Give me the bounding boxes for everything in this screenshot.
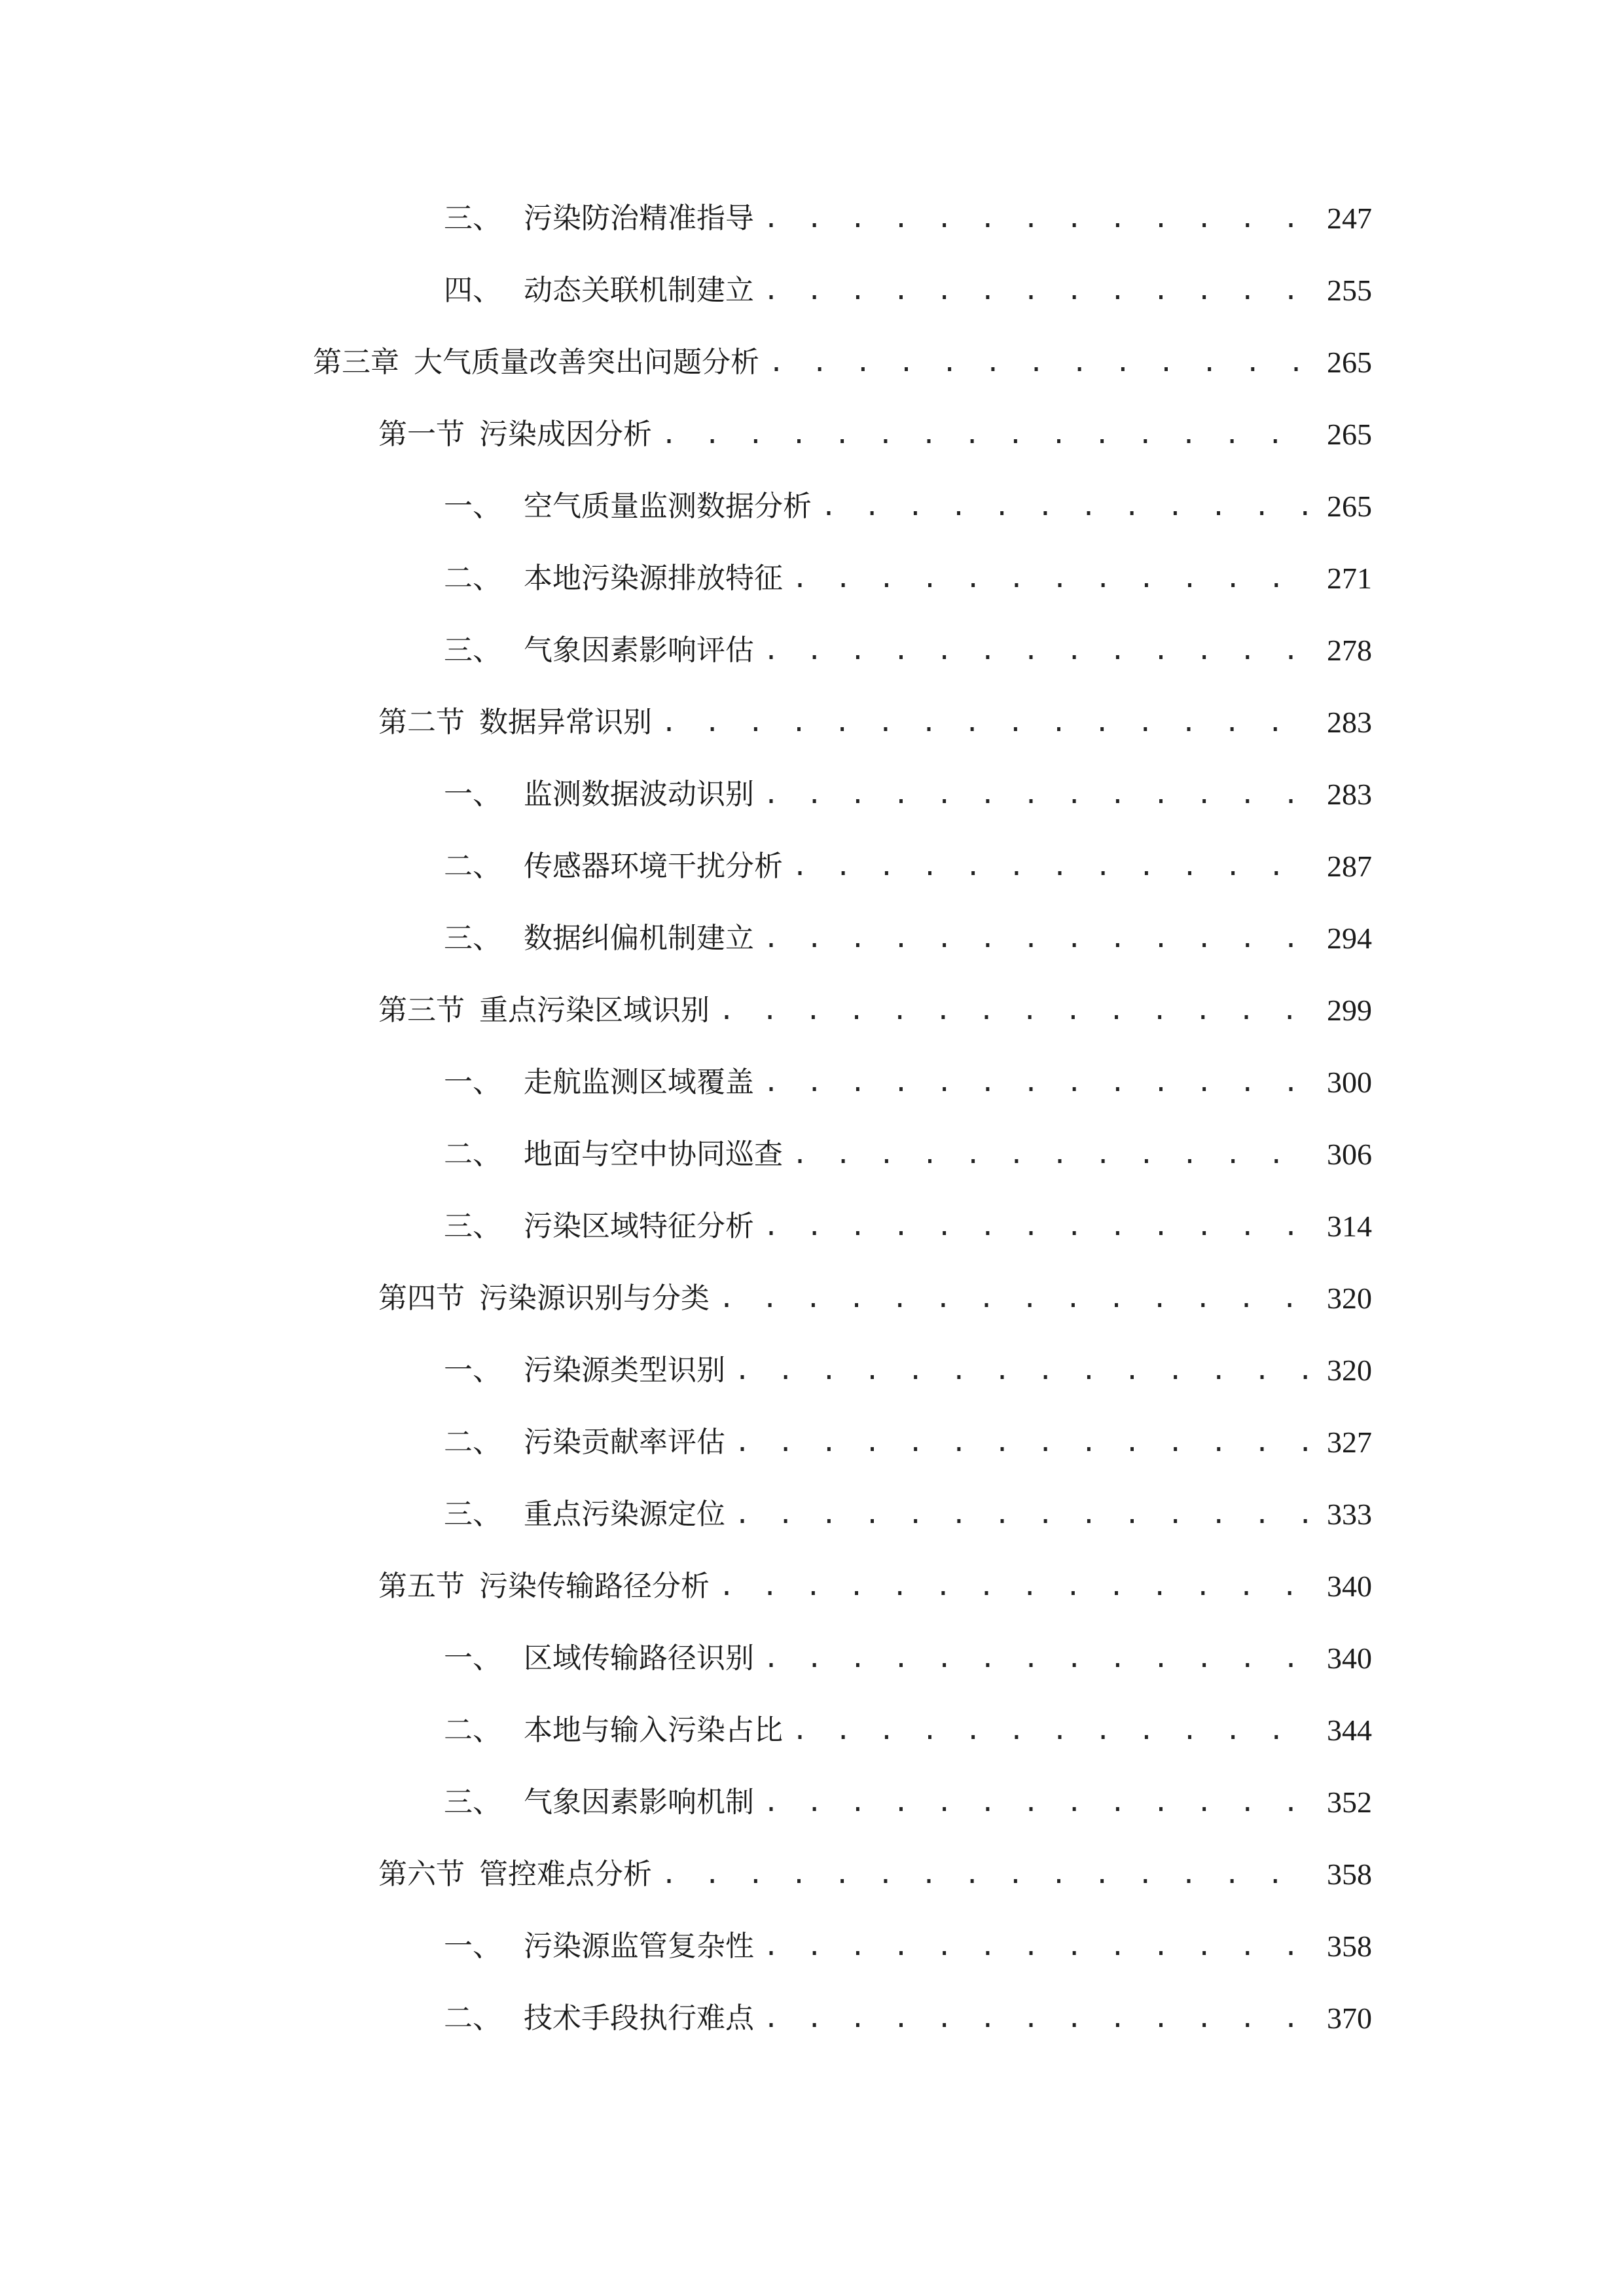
toc-entry-title: 技术手段执行难点	[524, 2001, 754, 2035]
toc-entry[interactable]	[444, 1200, 1372, 1253]
toc-entry-title: 管控难点分析	[479, 1857, 652, 1891]
toc-entry-number: 三、	[444, 634, 501, 667]
toc-entry-title: 区域传输路径识别	[524, 1641, 754, 1675]
toc-entry[interactable]	[444, 1632, 1372, 1685]
toc-entry-page: 358	[1327, 1929, 1372, 1963]
toc-entry-number: 四、	[444, 274, 501, 307]
toc-entry-page: 255	[1327, 274, 1372, 307]
dot-leader	[763, 192, 1313, 245]
toc-entry-number: 第三章	[313, 346, 399, 379]
toc-entry-title: 动态关联机制建立	[524, 274, 754, 307]
toc-entry-page: 265	[1327, 490, 1372, 523]
toc-entry-number: 第三节	[378, 994, 465, 1027]
toc-entry[interactable]	[444, 1128, 1372, 1181]
toc-entry-page: 320	[1327, 1354, 1372, 1387]
toc-entry-number: 二、	[444, 562, 501, 595]
toc-entry-number: 第一节	[378, 418, 465, 451]
dot-leader	[763, 1992, 1313, 2045]
toc-entry-page: 344	[1327, 1713, 1372, 1747]
toc-entry-page: 278	[1327, 634, 1372, 667]
dot-leader	[763, 1920, 1313, 1973]
toc-entry-page: 327	[1327, 1426, 1372, 1459]
toc-entry-number: 二、	[444, 850, 501, 883]
toc-entry-number: 一、	[444, 1066, 501, 1099]
toc-entry-title: 污染防治精准指导	[524, 202, 754, 235]
toc-entry-title: 重点污染区域识别	[479, 994, 710, 1027]
dot-leader	[763, 1056, 1313, 1109]
toc-entry-title: 污染成因分析	[479, 418, 652, 451]
dot-leader	[719, 1272, 1313, 1325]
dot-leader	[821, 480, 1313, 533]
dot-leader	[768, 336, 1313, 389]
toc-entry-page: 294	[1327, 922, 1372, 955]
toc-entry-number: 第二节	[378, 706, 465, 739]
toc-entry-page: 287	[1327, 850, 1372, 883]
dot-leader	[792, 1128, 1313, 1181]
dot-leader	[763, 768, 1313, 821]
toc-entry[interactable]	[444, 1056, 1372, 1109]
toc-entry-number: 二、	[444, 2001, 501, 2035]
toc-entry-number: 一、	[444, 490, 501, 523]
dot-leader	[661, 1848, 1313, 1901]
dot-leader	[792, 1704, 1313, 1757]
dot-leader	[763, 264, 1313, 317]
toc-entry-title: 污染源类型识别	[524, 1354, 725, 1387]
toc-entry[interactable]	[444, 192, 1372, 245]
toc-section[interactable]	[378, 408, 1372, 461]
toc-entry[interactable]	[444, 840, 1372, 893]
toc-section[interactable]	[378, 1848, 1372, 1901]
dot-leader	[734, 1488, 1313, 1541]
dot-leader	[763, 1776, 1313, 1829]
toc-entry-number: 三、	[444, 202, 501, 235]
toc-entry[interactable]	[444, 1776, 1372, 1829]
toc-entry[interactable]	[444, 912, 1372, 965]
toc-entry[interactable]	[444, 552, 1372, 605]
toc-entry-title: 本地污染源排放特征	[524, 562, 783, 595]
toc-entry-page: 271	[1327, 562, 1372, 595]
toc-entry[interactable]	[444, 1488, 1372, 1541]
toc-entry-page: 283	[1327, 706, 1372, 739]
toc-entry-number: 三、	[444, 1210, 501, 1243]
toc-entry-title: 大气质量改善突出问题分析	[414, 346, 759, 379]
dot-leader	[734, 1344, 1313, 1397]
dot-leader	[719, 1560, 1313, 1613]
toc-entry-page: 340	[1327, 1570, 1372, 1603]
toc-entry[interactable]	[444, 1920, 1372, 1973]
toc-entry-title: 污染源监管复杂性	[524, 1929, 754, 1963]
toc-section[interactable]	[378, 696, 1372, 749]
toc-entry-title: 监测数据波动识别	[524, 778, 754, 811]
toc-entry[interactable]	[444, 1416, 1372, 1469]
toc-entry-title: 污染源识别与分类	[479, 1282, 710, 1315]
toc-entry-title: 传感器环境干扰分析	[524, 850, 783, 883]
toc-entry-page: 314	[1327, 1210, 1372, 1243]
toc-entry-page: 306	[1327, 1138, 1372, 1171]
toc-entry-page: 265	[1327, 418, 1372, 451]
toc-entry-number: 三、	[444, 922, 501, 955]
toc-entry-number: 一、	[444, 1641, 501, 1675]
toc-entry[interactable]	[444, 624, 1372, 677]
toc-entry-title: 走航监测区域覆盖	[524, 1066, 754, 1099]
toc-entry-title: 空气质量监测数据分析	[524, 490, 812, 523]
toc-entry-page: 333	[1327, 1498, 1372, 1531]
toc-section[interactable]	[378, 1272, 1372, 1325]
toc-entry-number: 第六节	[378, 1857, 465, 1891]
toc-entry[interactable]	[444, 1704, 1372, 1757]
toc-entry[interactable]	[444, 1344, 1372, 1397]
dot-leader	[734, 1416, 1313, 1469]
toc-section[interactable]	[378, 1560, 1372, 1613]
toc-entry[interactable]	[444, 264, 1372, 317]
dot-leader	[661, 408, 1313, 461]
toc-entry-number: 三、	[444, 1785, 501, 1819]
toc-entry-number: 二、	[444, 1426, 501, 1459]
toc-entry-page: 283	[1327, 778, 1372, 811]
toc-entry-page: 352	[1327, 1785, 1372, 1819]
toc-entry-title: 气象因素影响评估	[524, 634, 754, 667]
toc-entry-title: 数据异常识别	[479, 706, 652, 739]
toc-entry-page: 247	[1327, 202, 1372, 235]
toc-entry[interactable]	[444, 768, 1372, 821]
toc-entry-number: 三、	[444, 1498, 501, 1531]
toc-entry-title: 气象因素影响机制	[524, 1785, 754, 1819]
toc-entry-page: 299	[1327, 994, 1372, 1027]
toc-entry-page: 340	[1327, 1641, 1372, 1675]
toc-entry-number: 一、	[444, 778, 501, 811]
toc-entry-number: 一、	[444, 1354, 501, 1387]
toc-entry-number: 第四节	[378, 1282, 465, 1315]
dot-leader	[763, 1632, 1313, 1685]
toc-section[interactable]	[378, 984, 1372, 1037]
dot-leader	[763, 624, 1313, 677]
dot-leader	[719, 984, 1313, 1037]
toc-entry-number: 二、	[444, 1138, 501, 1171]
toc-entry-number: 第五节	[378, 1570, 465, 1603]
toc-entry-page: 320	[1327, 1282, 1372, 1315]
toc-entry-title: 地面与空中协同巡查	[524, 1138, 783, 1171]
toc-entry[interactable]	[444, 1992, 1372, 2045]
toc-entry-number: 二、	[444, 1713, 501, 1747]
toc-entry-page: 370	[1327, 2001, 1372, 2035]
toc-chapter[interactable]	[313, 336, 1372, 389]
dot-leader	[792, 840, 1313, 893]
toc-entry-page: 265	[1327, 346, 1372, 379]
toc-entry-title: 重点污染源定位	[524, 1498, 725, 1531]
toc-entry-title: 污染区域特征分析	[524, 1210, 754, 1243]
toc-entry-title: 本地与输入污染占比	[524, 1713, 783, 1747]
dot-leader	[792, 552, 1313, 605]
toc-entry-number: 一、	[444, 1929, 501, 1963]
dot-leader	[661, 696, 1313, 749]
toc-entry-title: 污染贡献率评估	[524, 1426, 725, 1459]
toc-entry[interactable]	[444, 480, 1372, 533]
toc-entry-page: 300	[1327, 1066, 1372, 1099]
toc-entry-page: 358	[1327, 1857, 1372, 1891]
dot-leader	[763, 912, 1313, 965]
dot-leader	[763, 1200, 1313, 1253]
toc-entry-title: 污染传输路径分析	[479, 1570, 710, 1603]
toc-entry-title: 数据纠偏机制建立	[524, 922, 754, 955]
